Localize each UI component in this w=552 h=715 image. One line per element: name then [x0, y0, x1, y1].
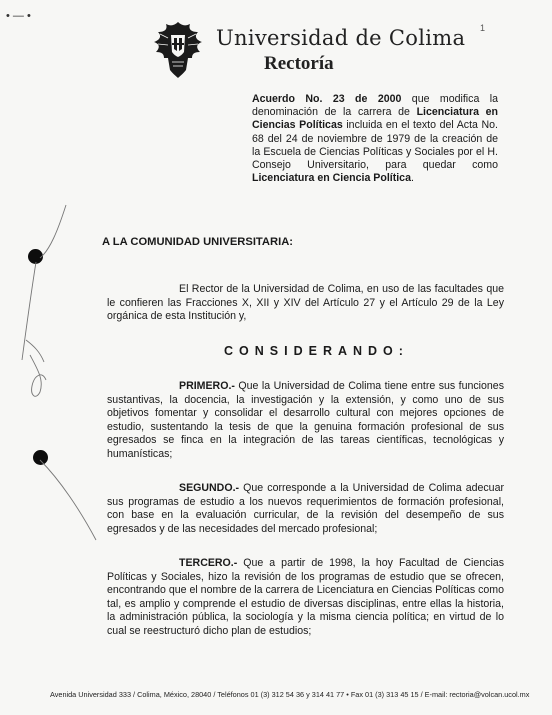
primero-text: Que la Universidad de Colima tiene entre sus funciones sustantivas, la docencia, la investigación y la extensión, y como uno de sus objetivos fomentar y consolidar el desarrollo cultural con mejores opciones de estudio, sustentando la tesis de que la genuina formación profesional de sus egresados se finca en la integración de las tareas científicas, tecnológicas y humanísticas;	[107, 380, 504, 460]
segundo-text: Que corresponde a la Universidad de Colima adecuar sus programas de estudio a los nuevos requerimientos de formación profesional, con base en la evaluación curricular, de la revisión del desempeño de sus egresados y de las necesidades del mercado profesional;	[107, 482, 504, 535]
tercero-label: TERCERO.-	[179, 557, 238, 569]
office-title: Rectoría	[264, 53, 334, 74]
salutation: A LA COMUNIDAD UNIVERSITARIA:	[102, 236, 294, 248]
old-program-name: Licenciatura en Ciencias Políticas	[252, 106, 498, 132]
segundo-paragraph	[107, 482, 504, 536]
primero-label: PRIMERO.-	[179, 380, 235, 392]
intro-paragraph	[107, 283, 504, 324]
margin-pencil-marks	[0, 0, 120, 560]
agreement-summary	[252, 93, 498, 185]
segundo-label: SEGUNDO.-	[179, 482, 240, 494]
considerando-heading: CONSIDERANDO:	[224, 344, 409, 358]
footer-address: Avenida Universidad 333 / Colima, México, 28040 / Teléfonos 01 (3) 312 54 36 y 314 41 77 • Fax 01 (3) 313 45 15 / E-mail: rectoria@volcan.ucol.mx	[50, 690, 530, 699]
university-crest-icon	[150, 18, 206, 80]
primero-paragraph	[107, 380, 504, 462]
agreement-text: incluida en el texto del Acta No. 68 del 24 de noviembre de 1979 de la creación de la Escuela de Ciencias Políticas y Sociales por el H. Consejo Universitario, para quedar como	[252, 119, 498, 172]
agreement-text: que modifica la denominación de la carrera de	[252, 93, 498, 119]
page-number: 1	[480, 23, 486, 33]
agreement-number: Acuerdo No. 23 de 2000	[252, 93, 402, 105]
intro-text: El Rector de la Universidad de Colima, en uso de las facultades que le confieren las Fracciones X, XII y XIV del Artículo 27 y el Artículo 29 de la Ley orgánica de esta Institución y,	[107, 283, 504, 323]
corner-mark: • — •	[6, 10, 31, 22]
new-program-name: Licenciatura en Ciencia Política	[252, 172, 411, 185]
university-name: Universidad de Colima	[216, 26, 466, 50]
tercero-paragraph	[107, 557, 504, 639]
agreement-text: .	[410, 172, 414, 185]
tercero-text: Que a partir de 1998, la hoy Facultad de Ciencias Políticas y Sociales, hizo la revisión de los programas de estudio que se ofrecen, encontrando que el nombre de la carrera de Licenciatura en Ciencias Políticas como tal, es amplio y comprende el estudio de diversas disciplinas, entre ellas la historia, la administración pública, la sociología y la misma ciencia política; en virtud de lo cual se reestructuró dicho plan de estudios;	[107, 557, 504, 637]
